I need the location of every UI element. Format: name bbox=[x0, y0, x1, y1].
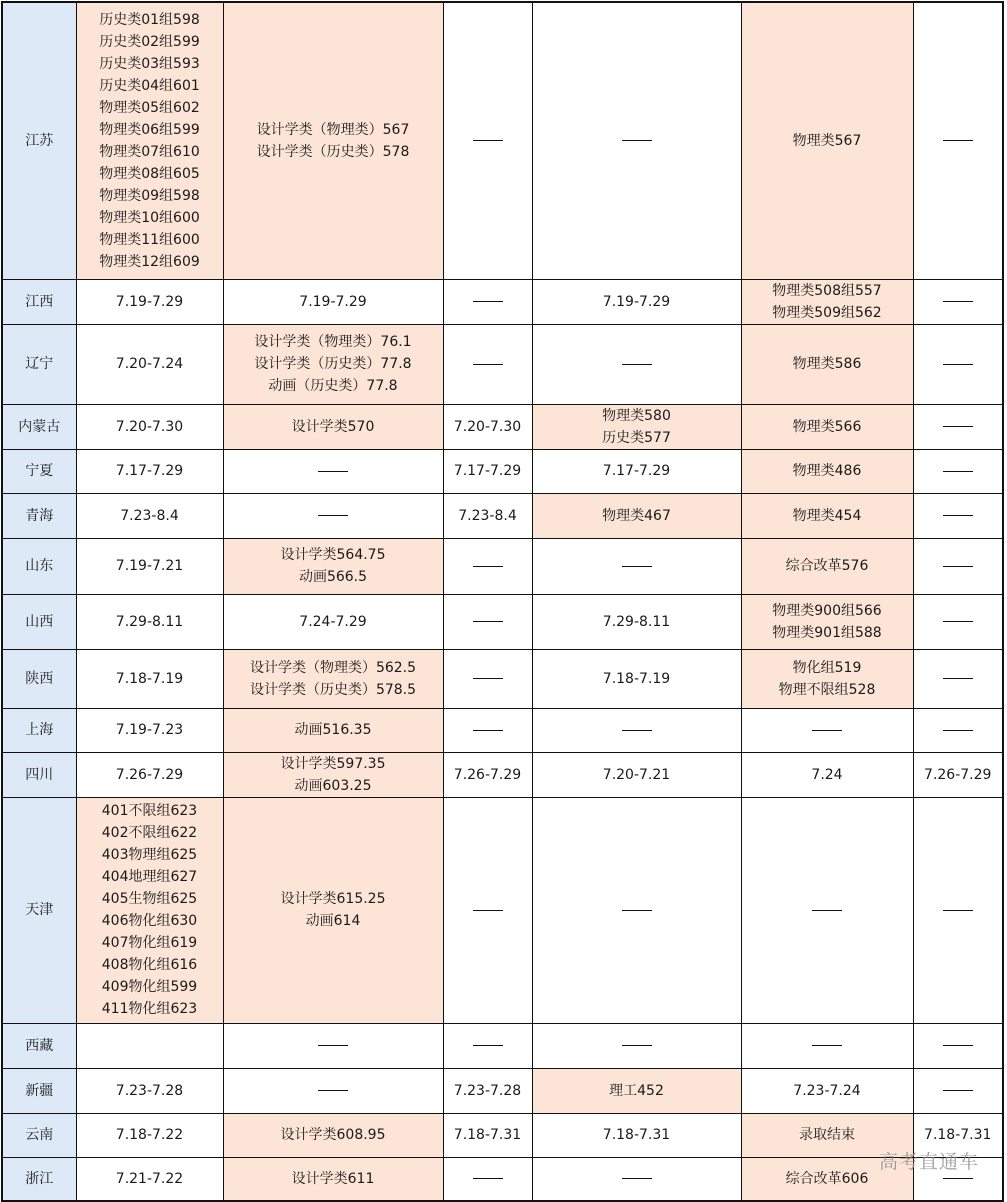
table-cell bbox=[76, 493, 223, 538]
table-cell bbox=[76, 2, 223, 279]
province-cell: 天津 bbox=[2, 797, 76, 1023]
cell-text: 录取结束 bbox=[799, 1127, 855, 1143]
table-cell bbox=[76, 594, 223, 649]
table-row bbox=[2, 2, 1003, 279]
cell-text: 物理类586 bbox=[792, 356, 862, 372]
cell-text: 7.20-7.21 bbox=[602, 766, 671, 783]
dash-placeholder bbox=[473, 621, 503, 622]
cell-text: 设计学类（物理类）562.5 bbox=[249, 659, 417, 676]
table-cell bbox=[443, 1023, 532, 1068]
province-cell: 浙江 bbox=[2, 1157, 76, 1201]
cell-text: 设计学类608.95 bbox=[280, 1127, 386, 1143]
table-row bbox=[2, 404, 1003, 449]
dash-placeholder bbox=[318, 1045, 348, 1046]
table-cell bbox=[532, 1068, 741, 1113]
table-cell bbox=[913, 449, 1003, 493]
dash-placeholder bbox=[943, 426, 973, 427]
table-cell bbox=[443, 2, 532, 279]
province-cell: 青海 bbox=[2, 493, 76, 538]
cell-text: 动画566.5 bbox=[298, 569, 368, 585]
cell-text: 物理类09组598 bbox=[99, 187, 200, 204]
admission-score-table bbox=[1, 1, 1004, 1202]
cell-text: 7.17-7.29 bbox=[453, 463, 522, 479]
table-cell bbox=[532, 708, 741, 752]
dash-placeholder bbox=[622, 730, 652, 731]
dash-placeholder bbox=[943, 1090, 973, 1091]
cell-text: 408物化组616 bbox=[101, 957, 198, 973]
cell-text: 7.19-7.29 bbox=[602, 293, 671, 310]
watermark: 高考直通车 bbox=[878, 1151, 979, 1173]
cell-text: 7.18-7.19 bbox=[115, 670, 184, 687]
table-cell bbox=[741, 752, 913, 797]
cell-text: 7.24-7.29 bbox=[299, 613, 367, 630]
dash-placeholder bbox=[812, 730, 842, 731]
cell-text: 7.23-7.28 bbox=[115, 1082, 184, 1099]
table-cell bbox=[443, 1113, 532, 1157]
cell-text: 7.20-7.24 bbox=[115, 356, 184, 372]
table-cell bbox=[443, 449, 532, 493]
table-cell bbox=[76, 1068, 223, 1113]
table-cell bbox=[532, 1023, 741, 1068]
table-cell bbox=[223, 1068, 443, 1113]
table-row bbox=[2, 1068, 1003, 1113]
cell-text: 401不限组623 bbox=[101, 803, 198, 819]
province-cell: 陕西 bbox=[2, 649, 76, 708]
table-cell bbox=[532, 752, 741, 797]
province-cell: 山东 bbox=[2, 538, 76, 594]
table-cell bbox=[741, 649, 913, 708]
table-cell bbox=[913, 752, 1003, 797]
table-cell bbox=[223, 708, 443, 752]
dash-placeholder bbox=[943, 1178, 973, 1179]
cell-text: 动画603.25 bbox=[294, 777, 372, 794]
table-cell bbox=[532, 2, 741, 279]
table-row bbox=[2, 1113, 1003, 1157]
table-cell bbox=[532, 404, 741, 449]
table-cell bbox=[913, 1068, 1003, 1113]
table-cell bbox=[76, 649, 223, 708]
cell-text: 设计学类（物理类）76.1 bbox=[254, 334, 412, 350]
table-cell bbox=[913, 649, 1003, 708]
table-cell bbox=[741, 493, 913, 538]
table-row bbox=[2, 649, 1003, 708]
cell-text: 405生物组625 bbox=[101, 891, 198, 907]
table-cell bbox=[741, 449, 913, 493]
table-row bbox=[2, 1023, 1003, 1068]
table-cell bbox=[741, 538, 913, 594]
table-cell bbox=[223, 1157, 443, 1201]
table-row bbox=[2, 324, 1003, 404]
dash-placeholder bbox=[943, 621, 973, 622]
cell-text: 物理类05组602 bbox=[99, 99, 200, 116]
table-cell bbox=[741, 404, 913, 449]
cell-text: 7.26-7.29 bbox=[115, 766, 184, 783]
table-cell bbox=[741, 1113, 913, 1157]
cell-text: 403物理组625 bbox=[101, 847, 198, 863]
table-cell bbox=[76, 1157, 223, 1201]
table-cell bbox=[741, 279, 913, 324]
cell-text: 7.17-7.29 bbox=[602, 463, 671, 479]
table-cell bbox=[532, 538, 741, 594]
table-cell bbox=[532, 1113, 741, 1157]
cell-text: 物理类566 bbox=[792, 418, 862, 435]
dash-placeholder bbox=[473, 730, 503, 731]
cell-text: 动画614 bbox=[305, 913, 361, 929]
dash-placeholder bbox=[943, 910, 973, 911]
cell-text: 7.23-8.4 bbox=[458, 507, 517, 524]
cell-text: 物理类900组566 bbox=[772, 602, 882, 619]
cell-text: 7.18-7.31 bbox=[602, 1127, 671, 1143]
cell-text: 设计学类564.75 bbox=[280, 547, 386, 563]
cell-text: 设计学类（物理类）567 bbox=[256, 121, 410, 138]
dash-placeholder bbox=[473, 301, 503, 302]
table-cell bbox=[76, 708, 223, 752]
table-cell bbox=[223, 279, 443, 324]
cell-text: 7.18-7.22 bbox=[115, 1127, 184, 1143]
table-cell bbox=[913, 797, 1003, 1023]
dash-placeholder bbox=[622, 910, 652, 911]
cell-text: 7.23-8.4 bbox=[120, 507, 179, 524]
table-cell bbox=[443, 324, 532, 404]
cell-text: 物理类467 bbox=[602, 507, 671, 524]
table-cell bbox=[223, 1113, 443, 1157]
dash-placeholder bbox=[943, 566, 973, 567]
table-cell bbox=[223, 797, 443, 1023]
cell-text: 7.19-7.21 bbox=[115, 558, 184, 574]
table-cell bbox=[443, 708, 532, 752]
table-cell bbox=[443, 649, 532, 708]
province-cell: 江苏 bbox=[2, 2, 76, 279]
cell-text: 设计学类615.25 bbox=[280, 891, 386, 907]
dash-placeholder bbox=[318, 515, 348, 516]
table-cell bbox=[741, 594, 913, 649]
table-cell bbox=[443, 1157, 532, 1201]
table-cell bbox=[76, 324, 223, 404]
cell-text: 历史类02组599 bbox=[99, 33, 200, 50]
cell-text: 综合改革606 bbox=[785, 1170, 869, 1187]
table-cell bbox=[223, 404, 443, 449]
cell-text: 物理类486 bbox=[792, 463, 862, 479]
table-cell bbox=[76, 1023, 223, 1068]
table-cell bbox=[76, 449, 223, 493]
dash-placeholder bbox=[473, 1045, 503, 1046]
cell-text: 物理类06组599 bbox=[99, 121, 200, 138]
dash-placeholder bbox=[943, 678, 973, 679]
table-cell bbox=[913, 2, 1003, 279]
dash-placeholder bbox=[318, 1090, 348, 1091]
table-cell bbox=[223, 538, 443, 594]
cell-text: 7.20-7.30 bbox=[115, 418, 184, 435]
table-cell bbox=[532, 649, 741, 708]
table-cell bbox=[223, 324, 443, 404]
cell-text: 历史类577 bbox=[602, 429, 671, 446]
table-cell bbox=[223, 1023, 443, 1068]
table-cell bbox=[913, 404, 1003, 449]
table-cell bbox=[913, 1157, 1003, 1201]
dash-placeholder bbox=[473, 910, 503, 911]
province-cell: 云南 bbox=[2, 1113, 76, 1157]
table-cell bbox=[76, 1113, 223, 1157]
table-cell bbox=[532, 324, 741, 404]
cell-text: 7.26-7.29 bbox=[924, 766, 992, 783]
dash-placeholder bbox=[943, 471, 973, 472]
table-cell bbox=[741, 708, 913, 752]
table-cell bbox=[741, 1068, 913, 1113]
province-cell: 宁夏 bbox=[2, 449, 76, 493]
table-cell bbox=[913, 538, 1003, 594]
table-cell bbox=[913, 279, 1003, 324]
table-cell bbox=[741, 797, 913, 1023]
table-cell bbox=[532, 594, 741, 649]
dash-placeholder bbox=[812, 910, 842, 911]
cell-text: 设计学类（历史类）77.8 bbox=[254, 356, 412, 372]
dash-placeholder bbox=[943, 730, 973, 731]
dash-placeholder bbox=[812, 1045, 842, 1046]
table-cell bbox=[223, 649, 443, 708]
table-cell bbox=[223, 752, 443, 797]
table-cell bbox=[913, 324, 1003, 404]
table-row bbox=[2, 594, 1003, 649]
table-cell bbox=[76, 797, 223, 1023]
table-cell bbox=[913, 708, 1003, 752]
table-cell bbox=[532, 1157, 741, 1201]
cell-text: 7.23-7.24 bbox=[793, 1082, 861, 1099]
dash-placeholder bbox=[622, 140, 652, 141]
table-cell bbox=[741, 1023, 913, 1068]
table-row bbox=[2, 279, 1003, 324]
dash-placeholder bbox=[473, 1178, 503, 1179]
cell-text: 411物化组623 bbox=[101, 1001, 198, 1017]
cell-text: 7.19-7.23 bbox=[115, 722, 184, 738]
cell-text: 物理类11组600 bbox=[99, 231, 200, 248]
table-row bbox=[2, 538, 1003, 594]
dash-placeholder bbox=[622, 364, 652, 365]
province-cell: 辽宁 bbox=[2, 324, 76, 404]
table-cell bbox=[443, 538, 532, 594]
cell-text: 物理类454 bbox=[792, 507, 862, 524]
table-cell bbox=[913, 594, 1003, 649]
cell-text: 设计学类611 bbox=[291, 1170, 375, 1187]
table-cell bbox=[443, 752, 532, 797]
table-cell bbox=[741, 2, 913, 279]
cell-text: 物理类901组588 bbox=[772, 624, 882, 641]
cell-text: 7.21-7.22 bbox=[115, 1170, 184, 1187]
cell-text: 理工452 bbox=[609, 1082, 664, 1099]
table-cell bbox=[76, 752, 223, 797]
table-row bbox=[2, 493, 1003, 538]
table-row bbox=[2, 708, 1003, 752]
cell-text: 407物化组619 bbox=[101, 935, 198, 951]
dash-placeholder bbox=[622, 1178, 652, 1179]
cell-text: 402不限组622 bbox=[101, 825, 198, 841]
cell-text: 物理类07组610 bbox=[99, 143, 200, 160]
cell-text: 设计学类（历史类）578.5 bbox=[249, 681, 417, 698]
table-cell bbox=[741, 324, 913, 404]
table-cell bbox=[913, 1113, 1003, 1157]
table-cell bbox=[532, 797, 741, 1023]
province-cell: 山西 bbox=[2, 594, 76, 649]
cell-text: 7.17-7.29 bbox=[115, 463, 184, 479]
cell-text: 物理类580 bbox=[602, 407, 671, 424]
dash-placeholder bbox=[622, 566, 652, 567]
dash-placeholder bbox=[473, 140, 503, 141]
dash-placeholder bbox=[943, 515, 973, 516]
province-cell: 内蒙古 bbox=[2, 404, 76, 449]
cell-text: 7.23-7.28 bbox=[453, 1082, 522, 1099]
cell-text: 7.26-7.29 bbox=[453, 766, 522, 783]
province-cell: 四川 bbox=[2, 752, 76, 797]
table-cell bbox=[76, 538, 223, 594]
cell-text: 动画516.35 bbox=[294, 722, 372, 738]
cell-text: 409物化组599 bbox=[101, 979, 198, 995]
cell-text: 动画（历史类）77.8 bbox=[268, 378, 398, 394]
cell-text: 物理类508组557 bbox=[772, 282, 882, 299]
dash-placeholder bbox=[943, 364, 973, 365]
table-cell bbox=[223, 449, 443, 493]
cell-text: 物理类509组562 bbox=[772, 304, 882, 321]
cell-text: 物理类12组609 bbox=[99, 253, 200, 270]
table-cell bbox=[443, 493, 532, 538]
cell-text: 7.29-8.11 bbox=[115, 613, 184, 630]
cell-text: 综合改革576 bbox=[785, 558, 869, 574]
cell-text: 历史类03组593 bbox=[99, 55, 200, 72]
cell-text: 设计学类（历史类）578 bbox=[256, 143, 410, 160]
cell-text: 物理类567 bbox=[792, 132, 862, 149]
table-cell bbox=[443, 594, 532, 649]
cell-text: 7.29-8.11 bbox=[602, 613, 671, 630]
table-cell bbox=[443, 1068, 532, 1113]
table-cell bbox=[223, 493, 443, 538]
dash-placeholder bbox=[943, 140, 973, 141]
cell-text: 设计学类570 bbox=[291, 418, 375, 435]
table-cell bbox=[532, 493, 741, 538]
table-cell bbox=[76, 279, 223, 324]
table-cell bbox=[443, 797, 532, 1023]
cell-text: 物理类10组600 bbox=[99, 209, 200, 226]
cell-text: 7.18-7.31 bbox=[453, 1127, 522, 1143]
dash-placeholder bbox=[473, 364, 503, 365]
table-cell bbox=[443, 404, 532, 449]
table-cell bbox=[223, 2, 443, 279]
province-cell: 西藏 bbox=[2, 1023, 76, 1068]
table-cell bbox=[913, 493, 1003, 538]
dash-placeholder bbox=[473, 678, 503, 679]
table-row bbox=[2, 797, 1003, 1023]
cell-text: 历史类01组598 bbox=[99, 11, 200, 28]
table-cell bbox=[223, 594, 443, 649]
table-cell bbox=[532, 279, 741, 324]
cell-text: 物理不限组528 bbox=[778, 681, 876, 698]
table-cell bbox=[532, 449, 741, 493]
dash-placeholder bbox=[943, 1045, 973, 1046]
table-cell bbox=[913, 1023, 1003, 1068]
cell-text: 7.24 bbox=[811, 766, 843, 783]
cell-text: 7.20-7.30 bbox=[453, 418, 522, 435]
cell-text: 设计学类597.35 bbox=[280, 755, 386, 772]
cell-text: 物理类08组605 bbox=[99, 165, 200, 182]
dash-placeholder bbox=[473, 566, 503, 567]
cell-text: 7.18-7.31 bbox=[924, 1127, 992, 1143]
cell-text: 物化组519 bbox=[792, 659, 862, 676]
cell-text: 历史类04组601 bbox=[99, 77, 200, 94]
table-row bbox=[2, 449, 1003, 493]
dash-placeholder bbox=[943, 301, 973, 302]
table-cell bbox=[76, 404, 223, 449]
dash-placeholder bbox=[318, 471, 348, 472]
dash-placeholder bbox=[622, 1045, 652, 1046]
cell-text: 7.19-7.29 bbox=[299, 293, 367, 310]
table-cell bbox=[741, 1157, 913, 1201]
province-cell: 上海 bbox=[2, 708, 76, 752]
cell-text: 406物化组630 bbox=[101, 913, 198, 929]
table-row bbox=[2, 1157, 1003, 1201]
province-cell: 江西 bbox=[2, 279, 76, 324]
table-cell bbox=[443, 279, 532, 324]
province-cell: 新疆 bbox=[2, 1068, 76, 1113]
cell-text: 7.19-7.29 bbox=[115, 293, 184, 310]
cell-text: 7.18-7.19 bbox=[602, 670, 671, 687]
table-row bbox=[2, 752, 1003, 797]
cell-text: 404地理组627 bbox=[101, 869, 198, 885]
